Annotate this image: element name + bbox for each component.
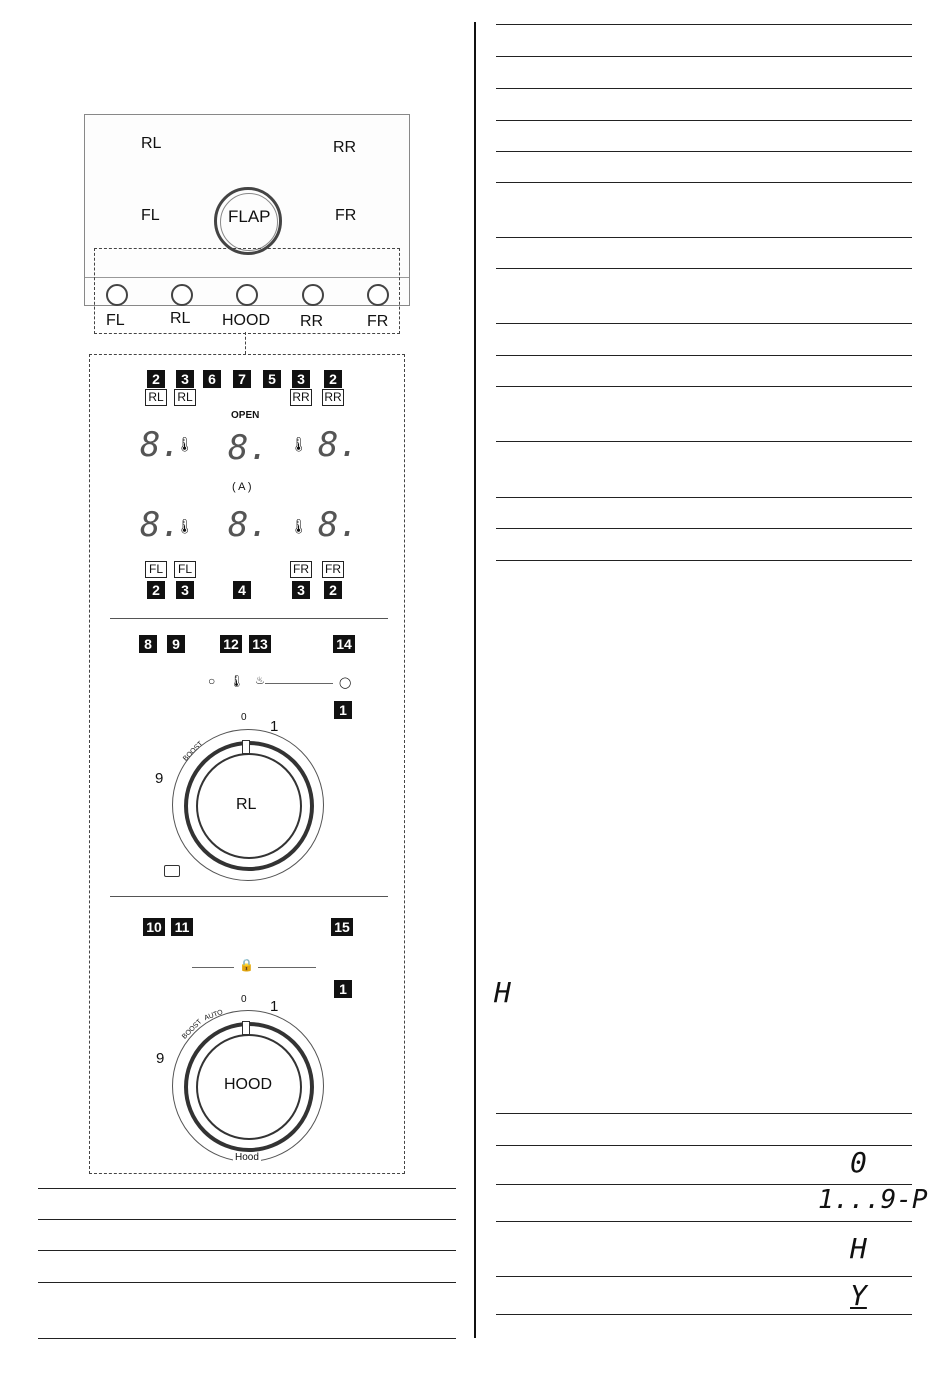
zone-rr-label: RR <box>333 139 357 156</box>
keep-warm-icon: 🌡 <box>229 674 245 688</box>
knob-rl-boost: BOOST <box>182 740 205 763</box>
thermometer-icon-rr: 🌡 <box>290 436 308 452</box>
symbol-range: 1...9-P <box>818 1185 928 1215</box>
button-hood[interactable] <box>236 284 258 306</box>
label-rr-heat: RR <box>290 389 312 406</box>
badge-1-rl: 1 <box>334 701 352 719</box>
knob-hood-zero: 0 <box>241 994 247 1005</box>
badge-13: 13 <box>249 635 271 653</box>
knob-rl-min: 9 <box>155 770 164 787</box>
zone-fl-label: FL <box>141 207 160 224</box>
callout-connector <box>245 332 246 354</box>
power-boost-icon <box>164 865 180 877</box>
auto-indicator: ( A ) <box>232 481 252 493</box>
knob-rl-label: RL <box>236 796 257 813</box>
button-fl[interactable] <box>106 284 128 306</box>
label-rl-heat: RL <box>174 389 196 406</box>
open-indicator: OPEN <box>231 410 260 421</box>
badge-3-rl: 3 <box>176 370 194 388</box>
badge-3-fl: 3 <box>176 581 194 599</box>
button-fr[interactable] <box>367 284 389 306</box>
button-label-fl: FL <box>106 312 125 329</box>
symbol-zero: 0 <box>850 1146 867 1179</box>
lock-line-left <box>192 967 234 968</box>
digit-hood: 8. <box>228 505 269 545</box>
hood-symbol-inline: H <box>494 976 511 1009</box>
badge-11: 11 <box>171 918 193 936</box>
badge-9: 9 <box>167 635 185 653</box>
knob-rl-zero: 0 <box>241 712 247 723</box>
auto-boil-icon: ♨ <box>255 675 265 687</box>
thermometer-icon-rl: 🌡 <box>176 436 194 452</box>
label-fr-display: FR <box>322 561 344 578</box>
label-fr-heat: FR <box>290 561 312 578</box>
knob-hood-label: HOOD <box>224 1076 272 1093</box>
digit-rl: 8. <box>140 425 181 465</box>
symbol-y: Y <box>850 1279 867 1312</box>
label-rl-display: RL <box>145 389 167 406</box>
button-label-rl: RL <box>170 310 191 327</box>
label-fl-display: FL <box>145 561 167 578</box>
badge-6: 6 <box>203 370 221 388</box>
badge-7: 7 <box>233 370 251 388</box>
timer-icon: ○ <box>208 674 216 688</box>
knob-hood-auto: AUTO <box>203 1008 224 1023</box>
badge-2-fl: 2 <box>147 581 165 599</box>
badge-3-rr: 3 <box>292 370 310 388</box>
badge-2-fr: 2 <box>324 581 342 599</box>
lock-icon: 🔒 <box>239 958 254 972</box>
digit-rr: 8. <box>318 425 359 465</box>
symbol-h: H <box>850 1232 867 1265</box>
badge-10: 10 <box>143 918 165 936</box>
knob-rl-marker <box>242 740 250 754</box>
label-fl-heat: FL <box>174 561 196 578</box>
badge-1-hood: 1 <box>334 980 352 998</box>
badge-3-fr: 3 <box>292 581 310 599</box>
thermometer-icon-fr: 🌡 <box>290 518 308 534</box>
knob-hood-min: 9 <box>156 1050 165 1067</box>
button-rr[interactable] <box>302 284 324 306</box>
section-divider-2 <box>110 896 388 897</box>
zone-fr-label: FR <box>335 207 357 224</box>
digit-center: 8. <box>228 428 269 468</box>
badge-4: 4 <box>233 581 251 599</box>
zone-rl-label: RL <box>141 135 162 152</box>
badge-2-rr: 2 <box>324 370 342 388</box>
badge-2-rl: 2 <box>147 370 165 388</box>
knob-hood-boost: BOOST <box>181 1018 204 1041</box>
button-label-fr: FR <box>367 313 389 330</box>
digit-fl: 8. <box>140 505 181 545</box>
digit-fr: 8. <box>318 505 359 545</box>
button-rl[interactable] <box>171 284 193 306</box>
knob-rl-max: 1 <box>270 718 279 735</box>
badge-15: 15 <box>331 918 353 936</box>
knob-hood-marker <box>242 1021 250 1035</box>
button-label-hood: HOOD <box>222 312 270 329</box>
badge-12: 12 <box>220 635 242 653</box>
section-divider-1 <box>110 618 388 619</box>
flex-zone-icon: ◯ <box>339 677 352 689</box>
lock-line-right <box>258 967 316 968</box>
flap-label: FLAP <box>228 207 271 226</box>
knob-hood-bottom-label: Hood <box>235 1152 259 1163</box>
indicator-line <box>265 683 333 684</box>
thermometer-icon-fl: 🌡 <box>176 518 194 534</box>
knob-hood-max: 1 <box>270 998 279 1015</box>
badge-8: 8 <box>139 635 157 653</box>
column-divider <box>474 22 476 1338</box>
button-label-rr: RR <box>300 313 324 330</box>
badge-14: 14 <box>333 635 355 653</box>
label-rr-display: RR <box>322 389 344 406</box>
badge-5: 5 <box>263 370 281 388</box>
